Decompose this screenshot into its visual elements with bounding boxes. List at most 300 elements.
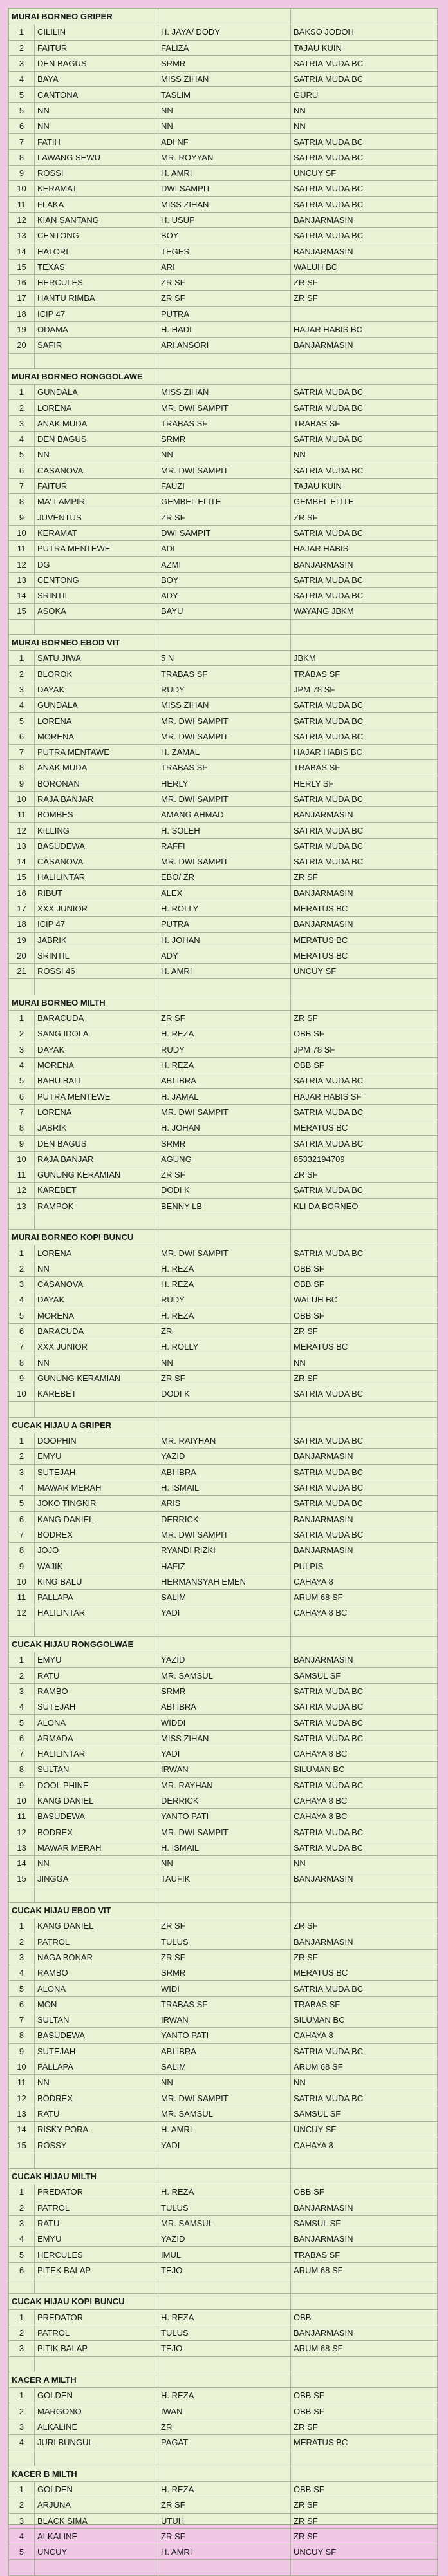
row-number: 3: [9, 1683, 35, 1699]
team-name: MERATUS BC: [291, 948, 438, 963]
empty-cell: [158, 2356, 291, 2372]
spacer-row: [9, 2450, 438, 2466]
owner-name: 5 N: [158, 651, 291, 666]
empty-cell: [291, 2450, 438, 2466]
table-row: [9, 2497, 438, 2513]
table-row: [9, 1762, 438, 1777]
row-number: 5: [9, 2247, 35, 2262]
table-row: [9, 1370, 438, 1386]
owner-name: BENNY LB: [158, 1198, 291, 1214]
table-row: [9, 181, 438, 196]
bird-name: BARACUDA: [35, 1323, 158, 1339]
team-name: UNCUY SF: [291, 165, 438, 180]
bird-name: SUTEJAH: [35, 1464, 158, 1480]
owner-name: YAZID: [158, 2231, 291, 2247]
row-number: 8: [9, 2028, 35, 2043]
bird-name: CASANOVA: [35, 463, 158, 478]
table-row: [9, 1292, 438, 1308]
team-name: OBB: [291, 2309, 438, 2325]
owner-name: H. REZA: [158, 1261, 291, 1276]
table-row: [9, 1089, 438, 1104]
results-table-body: [9, 9, 438, 2576]
bird-name: ALKALINE: [35, 2528, 158, 2544]
row-number: 1: [9, 1918, 35, 1934]
table-row: [9, 2309, 438, 2325]
section-header-row: [9, 1417, 438, 1433]
team-name: OBB SF: [291, 2403, 438, 2419]
owner-name: ZR SF: [158, 1011, 291, 1026]
owner-name: MISS ZIHAN: [158, 698, 291, 713]
table-row: [9, 2419, 438, 2434]
bird-name: JABRIK: [35, 932, 158, 948]
bird-name: PREDATOR: [35, 2309, 158, 2325]
bird-name: PATROL: [35, 1934, 158, 1949]
row-number: 16: [9, 275, 35, 291]
row-number: 13: [9, 1198, 35, 1214]
owner-name: H. HADI: [158, 321, 291, 337]
team-name: BANJARMASIN: [291, 1871, 438, 1887]
owner-name: ZR SF: [158, 275, 291, 291]
empty-cell: [291, 2466, 438, 2481]
bird-name: ODAMA: [35, 321, 158, 337]
owner-name: MISS ZIHAN: [158, 1730, 291, 1746]
table-row: [9, 212, 438, 227]
team-name: SILUMAN BC: [291, 2012, 438, 2028]
spacer-row: [9, 2278, 438, 2294]
row-number: 3: [9, 682, 35, 697]
table-row: [9, 243, 438, 259]
owner-name: FALIZA: [158, 40, 291, 55]
section-header-row: [9, 1902, 438, 1918]
team-name: NN: [291, 119, 438, 134]
table-row: [9, 1574, 438, 1589]
table-row: [9, 744, 438, 759]
owner-name: ADI NF: [158, 134, 291, 149]
row-number: 13: [9, 1840, 35, 1855]
empty-cell: [291, 1887, 438, 1902]
owner-name: MR. ROYYAN: [158, 149, 291, 165]
row-number: 10: [9, 181, 35, 196]
empty-cell: [158, 634, 291, 650]
team-name: SATRIA MUDA BC: [291, 228, 438, 243]
row-number: 6: [9, 119, 35, 134]
empty-cell: [291, 995, 438, 1010]
bird-name: BOMBES: [35, 807, 158, 823]
table-row: [9, 682, 438, 697]
team-name: BANJARMASIN: [291, 212, 438, 227]
row-number: 2: [9, 1449, 35, 1464]
owner-name: MISS ZIHAN: [158, 385, 291, 400]
team-name: BANJARMASIN: [291, 2231, 438, 2247]
team-name: BANJARMASIN: [291, 917, 438, 932]
team-name: WALUH BC: [291, 1292, 438, 1308]
owner-name: TRABAS SF: [158, 415, 291, 431]
row-number: 5: [9, 1496, 35, 1511]
team-name: BANJARMASIN: [291, 243, 438, 259]
bird-name: ANAK MUDA: [35, 415, 158, 431]
owner-name: RYANDI RIZKI: [158, 1543, 291, 1558]
owner-name: TAUFIK: [158, 1871, 291, 1887]
row-number: 8: [9, 149, 35, 165]
owner-name: MR. DWI SAMPIT: [158, 463, 291, 478]
owner-name: UTUH: [158, 2513, 291, 2528]
empty-cell: [9, 1402, 35, 1417]
empty-cell: [158, 353, 291, 368]
section-header-row: [9, 2372, 438, 2387]
section-header-row: [9, 2294, 438, 2309]
bird-name: RAMBO: [35, 1683, 158, 1699]
section-title: CUCAK HIJAU EBOD VIT: [9, 1902, 158, 1918]
owner-name: SALIM: [158, 2059, 291, 2074]
row-number: 2: [9, 666, 35, 682]
row-number: 2: [9, 2497, 35, 2513]
owner-name: H. REZA: [158, 1057, 291, 1073]
empty-cell: [35, 2560, 158, 2575]
empty-cell: [158, 979, 291, 995]
table-row: [9, 1840, 438, 1855]
owner-name: SRMR: [158, 432, 291, 447]
bird-name: CANTONA: [35, 87, 158, 102]
row-number: 10: [9, 1151, 35, 1167]
owner-name: H. USUP: [158, 212, 291, 227]
row-number: 11: [9, 807, 35, 823]
table-row: [9, 729, 438, 744]
bird-name: ROSSI 46: [35, 964, 158, 979]
bird-name: DAYAK: [35, 682, 158, 697]
row-number: 9: [9, 776, 35, 791]
empty-cell: [291, 1902, 438, 1918]
row-number: 10: [9, 1793, 35, 1808]
bird-name: CASANOVA: [35, 854, 158, 870]
empty-cell: [9, 2356, 35, 2372]
table-row: [9, 2028, 438, 2043]
table-row: [9, 463, 438, 478]
row-number: 9: [9, 510, 35, 525]
owner-name: ARIS: [158, 1496, 291, 1511]
row-number: 11: [9, 196, 35, 212]
team-name: MERATUS BC: [291, 932, 438, 948]
owner-name: ARI ANSORI: [158, 338, 291, 353]
owner-name: NN: [158, 102, 291, 118]
table-row: [9, 1856, 438, 1871]
row-number: 5: [9, 1073, 35, 1089]
owner-name: TULUS: [158, 1934, 291, 1949]
row-number: 14: [9, 1856, 35, 1871]
team-name: SATRIA MUDA BC: [291, 1981, 438, 1996]
bird-name: TEXAS: [35, 259, 158, 274]
owner-name: H. REZA: [158, 1277, 291, 1292]
team-name: TRABAS SF: [291, 760, 438, 776]
team-name: MERATUS BC: [291, 901, 438, 916]
bird-name: CILILIN: [35, 24, 158, 40]
bird-name: GUNUNG KERAMIAN: [35, 1370, 158, 1386]
empty-cell: [35, 619, 158, 634]
team-name: BANJARMASIN: [291, 1543, 438, 1558]
table-row: [9, 525, 438, 540]
table-row: [9, 666, 438, 682]
table-row: [9, 2544, 438, 2560]
bird-name: HATORI: [35, 243, 158, 259]
bird-name: JABRIK: [35, 1120, 158, 1136]
spacer-row: [9, 353, 438, 368]
owner-name: MR. DWI SAMPIT: [158, 2090, 291, 2106]
owner-name: ABI IBRA: [158, 1699, 291, 1715]
bird-name: HALILINTAR: [35, 870, 158, 885]
row-number: 7: [9, 1527, 35, 1542]
table-row: [9, 1355, 438, 1370]
row-number: 8: [9, 760, 35, 776]
bird-name: EMYU: [35, 1652, 158, 1668]
team-name: TRABAS SF: [291, 1996, 438, 2012]
bird-name: RIBUT: [35, 885, 158, 901]
owner-name: BOY: [158, 228, 291, 243]
bird-name: BARACUDA: [35, 1011, 158, 1026]
row-number: 6: [9, 463, 35, 478]
team-name: BANJARMASIN: [291, 1449, 438, 1464]
owner-name: H. JAYA/ DODY: [158, 24, 291, 40]
owner-name: MR. DWI SAMPIT: [158, 1824, 291, 1840]
owner-name: ADY: [158, 948, 291, 963]
team-name: TRABAS SF: [291, 415, 438, 431]
team-name: SATRIA MUDA BC: [291, 1245, 438, 1261]
team-name: TAJAU KUIN: [291, 40, 438, 55]
owner-name: WIDI: [158, 1981, 291, 1996]
bird-name: MORENA: [35, 1057, 158, 1073]
empty-cell: [291, 979, 438, 995]
row-number: 4: [9, 1292, 35, 1308]
team-name: TRABAS SF: [291, 2247, 438, 2262]
owner-name: MR. DWI SAMPIT: [158, 791, 291, 806]
table-row: [9, 1386, 438, 1402]
bird-name: BODREX: [35, 1527, 158, 1542]
bird-name: PALLAPA: [35, 1589, 158, 1605]
bird-name: LORENA: [35, 1104, 158, 1120]
owner-name: NN: [158, 119, 291, 134]
section-title: MURAI BORNEO KOPI BUNCU: [9, 1230, 158, 1245]
bird-name: NN: [35, 1856, 158, 1871]
table-row: [9, 55, 438, 71]
owner-name: TEJO: [158, 2341, 291, 2356]
table-row: [9, 2122, 438, 2137]
table-row: [9, 1433, 438, 1449]
empty-cell: [158, 1402, 291, 1417]
owner-name: SRMR: [158, 1683, 291, 1699]
empty-cell: [35, 353, 158, 368]
row-number: 7: [9, 1104, 35, 1120]
team-name: ZR SF: [291, 510, 438, 525]
team-name: JPM 78 SF: [291, 682, 438, 697]
owner-name: YADI: [158, 2137, 291, 2153]
bird-name: MARGONO: [35, 2403, 158, 2419]
bird-name: NN: [35, 1355, 158, 1370]
owner-name: ZR: [158, 2419, 291, 2434]
bird-name: RATU: [35, 2106, 158, 2121]
bird-name: LORENA: [35, 400, 158, 415]
table-row: [9, 1073, 438, 1089]
team-name: SATRIA MUDA BC: [291, 823, 438, 838]
row-number: 6: [9, 1730, 35, 1746]
table-row: [9, 306, 438, 321]
team-name: BANJARMASIN: [291, 557, 438, 572]
team-name: BANJARMASIN: [291, 885, 438, 901]
empty-cell: [9, 979, 35, 995]
team-name: JPM 78 SF: [291, 1042, 438, 1057]
owner-name: MR. DWI SAMPIT: [158, 729, 291, 744]
bird-name: SUTEJAH: [35, 2043, 158, 2059]
team-name: NN: [291, 1355, 438, 1370]
table-row: [9, 557, 438, 572]
row-number: 4: [9, 2528, 35, 2544]
empty-cell: [291, 2356, 438, 2372]
team-name: SATRIA MUDA BC: [291, 1136, 438, 1151]
team-name: SATRIA MUDA BC: [291, 1464, 438, 1480]
table-row: [9, 1668, 438, 1683]
row-number: 2: [9, 1668, 35, 1683]
team-name: BAKSO JODOH: [291, 24, 438, 40]
bird-name: ICIP 47: [35, 306, 158, 321]
row-number: 2: [9, 2403, 35, 2419]
table-row: [9, 791, 438, 806]
row-number: 12: [9, 823, 35, 838]
bird-name: FAITUR: [35, 478, 158, 493]
bird-name: RISKY PORA: [35, 2122, 158, 2137]
team-name: MERATUS BC: [291, 1339, 438, 1355]
owner-name: MR. DWI SAMPIT: [158, 854, 291, 870]
owner-name: ADI: [158, 541, 291, 557]
empty-cell: [35, 1887, 158, 1902]
row-number: 14: [9, 587, 35, 603]
owner-name: WIDDI: [158, 1715, 291, 1730]
table-row: [9, 165, 438, 180]
table-row: [9, 1652, 438, 1668]
row-number: 8: [9, 1543, 35, 1558]
owner-name: GEMBEL ELITE: [158, 494, 291, 510]
table-row: [9, 40, 438, 55]
bird-name: HERCULES: [35, 275, 158, 291]
empty-cell: [158, 1902, 291, 1918]
row-number: 4: [9, 72, 35, 87]
row-number: 9: [9, 1136, 35, 1151]
section-header-row: [9, 995, 438, 1010]
table-row: [9, 2059, 438, 2074]
bird-name: FAITUR: [35, 40, 158, 55]
bird-name: LORENA: [35, 713, 158, 729]
bird-name: BASUDEWA: [35, 1809, 158, 1824]
owner-name: TASLIM: [158, 87, 291, 102]
owner-name: H. JOHAN: [158, 1120, 291, 1136]
bird-name: MAWAR MERAH: [35, 1840, 158, 1855]
owner-name: ZR: [158, 1323, 291, 1339]
owner-name: H. REZA: [158, 2309, 291, 2325]
table-row: [9, 1480, 438, 1495]
empty-cell: [35, 2450, 158, 2466]
owner-name: DODI K: [158, 1183, 291, 1198]
owner-name: NN: [158, 2075, 291, 2090]
table-row: [9, 1699, 438, 1715]
row-number: 2: [9, 400, 35, 415]
empty-cell: [9, 2560, 35, 2575]
team-name: OBB SF: [291, 1057, 438, 1073]
table-row: [9, 587, 438, 603]
bird-name: SULTAN: [35, 1762, 158, 1777]
owner-name: TULUS: [158, 2325, 291, 2340]
team-name: HAJAR HABIS SF: [291, 1089, 438, 1104]
table-row: [9, 1261, 438, 1276]
table-row: [9, 1308, 438, 1323]
owner-name: TRABAS SF: [158, 666, 291, 682]
table-row: [9, 1543, 438, 1558]
row-number: 3: [9, 1277, 35, 1292]
team-name: OBB SF: [291, 1277, 438, 1292]
bird-name: NN: [35, 119, 158, 134]
bird-name: BASUDEWA: [35, 2028, 158, 2043]
table-row: [9, 2247, 438, 2262]
empty-cell: [158, 2372, 291, 2387]
table-row: [9, 1136, 438, 1151]
owner-name: H. ISMAIL: [158, 1840, 291, 1855]
row-number: 1: [9, 1433, 35, 1449]
row-number: 9: [9, 2043, 35, 2059]
bird-name: KERAMAT: [35, 525, 158, 540]
bird-name: DEN BAGUS: [35, 55, 158, 71]
empty-cell: [158, 1621, 291, 1636]
bird-name: ARJUNA: [35, 2497, 158, 2513]
empty-cell: [35, 1214, 158, 1229]
empty-cell: [291, 353, 438, 368]
table-row: [9, 1949, 438, 1965]
table-row: [9, 948, 438, 963]
table-row: [9, 2325, 438, 2340]
row-number: 4: [9, 432, 35, 447]
team-name: PULPIS: [291, 1558, 438, 1574]
team-name: UNCUY SF: [291, 964, 438, 979]
team-name: BANJARMASIN: [291, 1652, 438, 1668]
team-name: CAHAYA 8 BC: [291, 1746, 438, 1761]
table-row: [9, 1777, 438, 1793]
row-number: 4: [9, 698, 35, 713]
owner-name: HAFIZ: [158, 1558, 291, 1574]
team-name: SATRIA MUDA BC: [291, 134, 438, 149]
team-name: HAJAR HABIS BC: [291, 321, 438, 337]
row-number: 2: [9, 1026, 35, 1042]
row-number: 1: [9, 2388, 35, 2403]
bird-name: JINGGA: [35, 1871, 158, 1887]
table-row: [9, 2388, 438, 2403]
table-row: [9, 2043, 438, 2059]
bird-name: MON: [35, 1996, 158, 2012]
empty-cell: [158, 2278, 291, 2294]
team-name: SATRIA MUDA BC: [291, 1183, 438, 1198]
empty-cell: [158, 2560, 291, 2575]
row-number: 1: [9, 2309, 35, 2325]
row-number: 3: [9, 1949, 35, 1965]
bird-name: RATU: [35, 1668, 158, 1683]
table-row: [9, 698, 438, 713]
team-name: SATRIA MUDA BC: [291, 72, 438, 87]
team-name: ZR SF: [291, 2419, 438, 2434]
team-name: SATRIA MUDA BC: [291, 698, 438, 713]
team-name: BANJARMASIN: [291, 2200, 438, 2215]
row-number: 10: [9, 2059, 35, 2074]
bird-name: GUNDALA: [35, 698, 158, 713]
table-row: [9, 2481, 438, 2497]
team-name: SATRIA MUDA BC: [291, 525, 438, 540]
team-name: OBB SF: [291, 2184, 438, 2200]
bird-name: KANG DANIEL: [35, 1793, 158, 1808]
row-number: 2: [9, 2325, 35, 2340]
owner-name: H. JOHAN: [158, 932, 291, 948]
owner-name: MR. DWI SAMPIT: [158, 1245, 291, 1261]
